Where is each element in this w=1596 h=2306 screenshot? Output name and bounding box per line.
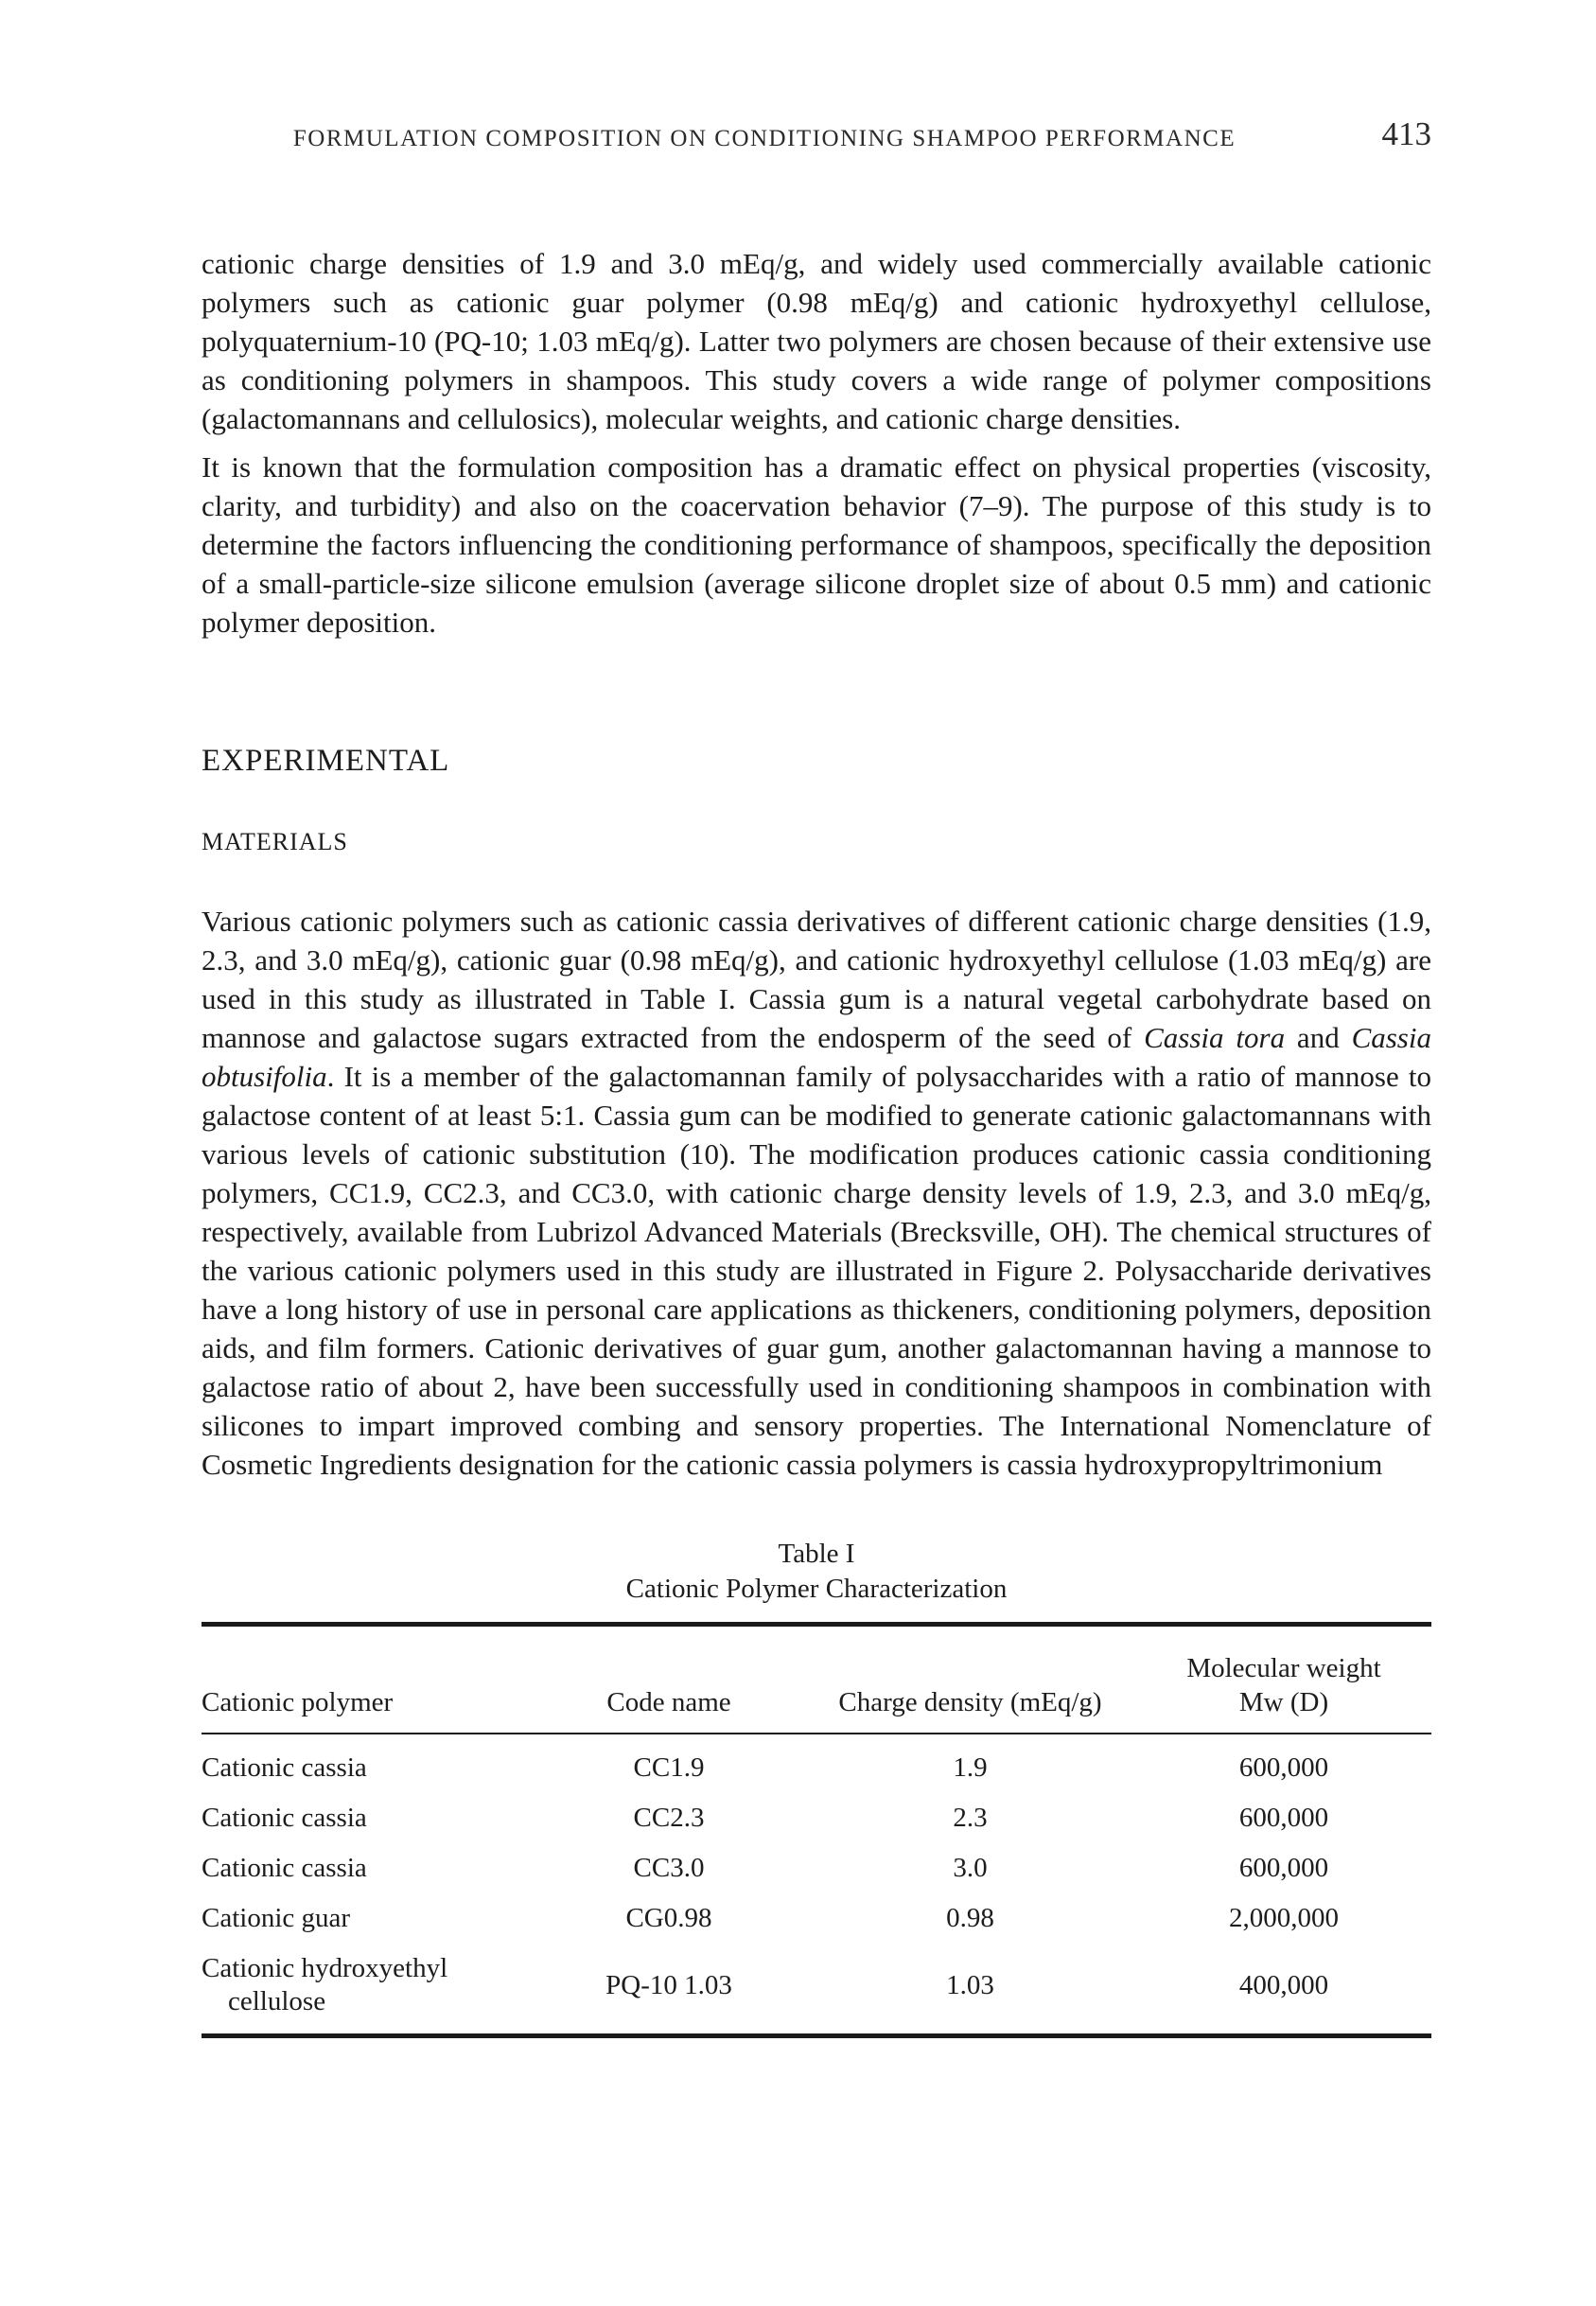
cell-cationic-polymer: Cationic cassia (202, 1752, 367, 1783)
cell-charge-density: 0.98 (946, 1903, 994, 1933)
cell-code-name: CG0.98 (625, 1903, 712, 1933)
table-subtitle: Cationic Polymer Characterization (625, 1574, 1008, 1604)
cell-charge-density: 3.0 (953, 1853, 988, 1883)
column-header-molecular-weight-line1: Molecular weight (1186, 1653, 1381, 1683)
table-1-block (202, 1537, 1431, 2038)
cell-charge-density: 2.3 (953, 1803, 988, 1833)
table-row (202, 1793, 1431, 1843)
page-number: 413 (1381, 115, 1431, 152)
cell-cationic-polymer: Cationic guar (202, 1903, 351, 1933)
cell-code-name: PQ-10 1.03 (605, 1969, 732, 2000)
table-title: Table I (778, 1539, 855, 1569)
column-header-cationic-polymer: Cationic polymer (202, 1625, 534, 1734)
cell-code-name: CC3.0 (633, 1853, 705, 1883)
cell-molecular-weight: 2,000,000 (1229, 1903, 1339, 1933)
cell-code-name: CC2.3 (633, 1803, 705, 1833)
cell-code-name: CC1.9 (633, 1752, 705, 1783)
column-header-molecular-weight (1136, 1625, 1431, 1734)
cell-molecular-weight: 600,000 (1238, 1853, 1329, 1883)
cell-cationic-polymer: Cationic cassia (202, 1853, 367, 1883)
cell-cationic-polymer: Cationic hydroxyethyl cellulose (202, 1953, 448, 2016)
paragraph-intro-1: cationic charge densities of 1.9 and 3.0 mEq/g, and widely used commercially available cationic polymers such as cationic guar polymer (0.98 mEq/g) and cationic hydroxyethyl cellulose, polyquaternium-10 (PQ-10; 1.03 mEq/g). Latter two polymers are chosen because of their extensive use as conditioning polymers in shampoos. This study covers a wide range of polymer compositions (galactomannans and cellulosics), molecular weights, and cationic charge densities. (202, 247, 1431, 435)
table-body (202, 1734, 1431, 2036)
section-heading-experimental: EXPERIMENTAL (202, 744, 450, 778)
table-header-row (202, 1625, 1431, 1734)
cell-molecular-weight: 600,000 (1238, 1803, 1329, 1833)
cell-charge-density: 1.03 (946, 1969, 994, 2000)
paragraph-intro-2: It is known that the formulation composition has a dramatic effect on physical properties (viscosity, clarity, and turbidity) and also on the coacervation behavior (7–9). The purpose of this study is to determine the factors influencing the conditioning performance of shampoos, specifically the deposition of a small-particle-size silicone emulsion (average silicone droplet size of about 0.5 mm) and cationic polymer deposition. (202, 450, 1431, 639)
text-column (202, 0, 1431, 2038)
cell-cationic-polymer: Cationic cassia (202, 1803, 367, 1833)
cell-molecular-weight: 400,000 (1238, 1969, 1329, 2000)
subsection-heading-materials: MATERIALS (202, 828, 348, 855)
table-row (202, 1944, 1431, 2036)
running-head (202, 0, 1431, 170)
running-head-title: FORMULATION COMPOSITION ON CONDITIONING SHAMPOO PERFORMANCE (292, 126, 1236, 151)
table-row (202, 1893, 1431, 1944)
column-header-charge-density: Charge density (mEq/g) (804, 1625, 1136, 1734)
polymer-characterization-table (202, 1622, 1431, 2038)
table-row (202, 1734, 1431, 1793)
table-row (202, 1843, 1431, 1893)
cell-molecular-weight: 600,000 (1238, 1752, 1329, 1783)
cell-charge-density: 1.9 (953, 1752, 988, 1783)
paragraph-materials: Various cationic polymers such as cationic cassia derivatives of different cationic charge densities (1.9, 2.3, and 3.0 mEq/g), cationic guar (0.98 mEq/g), and cationic hydroxyethyl cellulose (1.03 mEq/g) are used in this study as illustrated in Table I. Cassia gum is a natural vegetal carbohydrate based on mannose and galactose sugars extracted from the endosperm of the seed of Cassia tora and Cassia obtusifolia. It is a member of the galactomannan family of polysaccharides with a ratio of mannose to galactose content of at least 5:1. Cassia gum can be modified to generate cationic galactomannans with various levels of cationic substitution (10). The modification produces cationic cassia conditioning polymers, CC1.9, CC2.3, and CC3.0, with cationic charge density levels of 1.9, 2.3, and 3.0 mEq/g, respectively, available from Lubrizol Advanced Materials (Brecksville, OH). The chemical structures of the various cationic polymers used in this study are illustrated in Figure 2. Polysaccharide derivatives have a long history of use in personal care applications as thickeners, conditioning polymers, deposition aids, and film formers. Cationic derivatives of guar gum, another galactomannan having a mannose to galactose ratio of about 2, have been successfully used in conditioning shampoos in combination with silicones to impart improved combing and sensory properties. The International Nomenclature of Cosmetic Ingredients designation for the cationic cassia polymers is cassia hydroxypropyltrimonium (202, 905, 1431, 1481)
column-header-molecular-weight-line2: Mw (D) (1238, 1687, 1329, 1717)
table-caption (202, 1537, 1431, 1607)
column-header-code-name: Code name (534, 1625, 804, 1734)
